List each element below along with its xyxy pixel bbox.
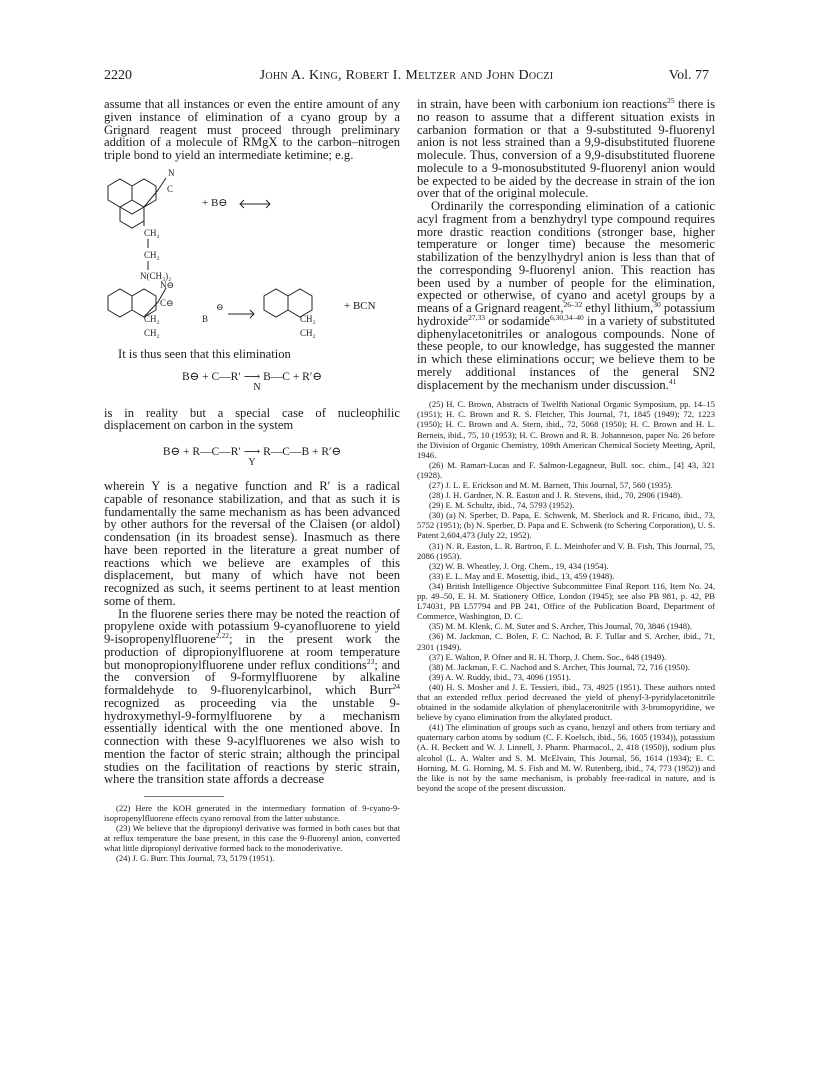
running-header xyxy=(104,68,709,88)
text: in a variety of substituted diphenylacetonitriles or analogous compounds. None of these people, to our knowledge, has suggested the manner in which these eliminations occur; we believe them to be merely additional instances of the general SN2 displacement by the mechanism under discussion. xyxy=(417,313,715,392)
footnote-rule xyxy=(144,796,224,797)
ref: 26–32 xyxy=(563,299,583,309)
text: ; in the present work the production of dipropionylfluorene at room temperature but monopropionylfluorene under reflux conditions xyxy=(104,632,400,672)
text: there is no reason to assume that a different situation exists in carbanion formation or that a 9-substituted 9-fluorenyl anion is not less strained than a 9,9-disubstituted fluorene molecule. Thus, conversion of a 9,9-disubstituted fluorene molecule to a 9-monosubstituted 9-fluorenyl anion would be expected to be aided by the decrease in strain of the ion over that of the original molecule. xyxy=(417,97,715,201)
footnote: (29) E. M. Schultz, ibid., 74, 5793 (1952). xyxy=(429,500,575,511)
spacer xyxy=(417,391,715,399)
ref: 25 xyxy=(667,95,675,105)
footnote: (41) The elimination of groups such as cyano, benzyl and others from tertiary and quaternary carbon atoms by sodium (C. F. Koelsch, ibid., 56, 1605 (1934)), potassium (A. H. Beckett and W. J. Linnell, J. Pharm. Pharmacol., 2, 418 (1950)), sodium plus alcohol (L. A. Walter and S. M. McElvain, This Journal, 56, 1614 (1934); E. C. Horning, M. G. Horning, M. S. Fish and M. W. Rutenberg, ibid., 74, 773 (1952)) and the like is not by the same mechanism, is probably free-radical in nature, and is beyond the scope of the present discussion. xyxy=(417,722,715,793)
footnote: (33) E. L. May and E. Mosettig, ibid., 13, 459 (1948). xyxy=(429,570,615,581)
fluorene-ring-top xyxy=(108,178,166,228)
paragraph xyxy=(417,95,715,201)
footnote: (27) J. L. E. Erickson and M. M. Barnett, This Journal, 57, 560 (1935). xyxy=(429,480,673,490)
scheme-nme2: N(CH₃)₂ xyxy=(140,270,172,281)
scheme-minus: ⊖ xyxy=(216,301,224,312)
footnote: (30) (a) N. Sperber, D. Papa, E. Schwenk, M. Sherlock and R. Fricano, ibid., 73, 5752 (1951); (b) N. Sperber, D. Papa and E. Schwenk (to Schering Corporation), U. S. Patent 2,604,473 (July 22, 1952). xyxy=(417,510,715,541)
equation-text: B⊖ + R—C—R′ ⟶ R—C—B + R′⊖ xyxy=(162,446,342,458)
volume-label: Vol. 77 xyxy=(668,68,709,83)
paragraph: assume that all instances or even the entire amount of any given instance of elimination of a cyano group by a Grignard reagent must proceed through preliminary addition of a molecule of RMgX to the carbon–nitrogen triple bond to yield an intermediate ketimine; e.g. xyxy=(104,97,400,162)
paragraph: wherein Y is a negative function and R′ is a radical capable of resonance stabilization, and that as such it is fundamentally the same mechanism as has been advanced by other authors for the reversal of the Claisen (or aldol) condensation (in its broadest sense). Inasmuch as there have been reported in the literature a great number of reactions which we believe are examples of this displacement, but many of which have not been recognized as such, it seems pertinent to at least mention some of them. xyxy=(104,479,400,608)
scheme-byproduct: + BCN xyxy=(344,299,376,312)
equilibrium-arrow xyxy=(240,200,270,208)
footnote: (28) J. H. Gardner, N. R. Easton and J. R. Stevens, ibid., 70, 2906 (1948). xyxy=(429,490,683,501)
footnote: (39) A. W. Ruddy, ibid., 73, 4096 (1951). xyxy=(429,671,571,682)
footnote: (35) M. M. Klenk, C. M. Suter and S. Archer, This Journal, 70, 3846 (1948). xyxy=(429,621,693,632)
text: recognized as proceeding via the unstable 9-hydroxymethyl-9-formylfluorene by a mechanism essentially identical with the one mentioned above. In connection with these 9-acylfluorenes we also wish to mention the factor of steric strain; although the principal studies on the facilitation of reactions by steric strain, where the transition state affords a decrease xyxy=(104,695,400,787)
fluorene-ring-intermediate xyxy=(108,288,166,317)
footnote: (32) W. B. Wheatley, J. Org. Chem., 19, 434 (1954). xyxy=(429,560,609,571)
text: in strain, have been with carbonium ion reactions xyxy=(417,97,668,111)
paragraph: It is thus seen that this elimination xyxy=(118,346,291,361)
paragraph: is in reality but a special case of nucleophilic displacement on carbon in the system xyxy=(104,405,400,433)
scheme-ch2: CH₂ xyxy=(300,313,316,324)
ref: 27,33 xyxy=(468,312,485,322)
scheme-base: + B⊖ xyxy=(202,196,228,209)
equation-subscript: N xyxy=(253,381,261,393)
footnote: (25) H. C. Brown, Abstracts of Twelfth National Organic Symposium, pp. 14–15 (1951); H. C. Brown and R. S. Fletcher, This Journal, 71, 1845 (1949); 72, 1223 (1950); H. C. Brown and A. Stern, ibid., 72, 5068 (1950); H. C. Brown and H. L. Berneis, ibid., 75, 10 (1953); H. C. Brown and R. B. Johanneson, paper No. 26 before the Division of Organic Chemistry, 109th American Chemical Society Meeting, April, 1946. xyxy=(417,399,715,460)
paragraph xyxy=(417,200,715,391)
text: ; and the conversion of 9-formylfluorene by alkaline formaldehyde to 9-fluorenylcarbinol, which Burr xyxy=(104,657,400,697)
text: ethyl lithium, xyxy=(582,301,654,315)
text: potassium hydroxide xyxy=(417,301,716,328)
footnotes-right xyxy=(417,399,715,793)
ref: 6,30,34–40 xyxy=(550,312,584,322)
equation-2 xyxy=(104,444,400,468)
text: In the fluorene series there may be noted the reaction of propylene oxide with potassium 9-cyanofluorene to yield 9-isopropenylfluorene xyxy=(104,606,400,646)
ref: 23 xyxy=(366,656,375,666)
text: or sodamide xyxy=(484,313,551,328)
equation-subscript: Y xyxy=(248,457,256,468)
footnote: (23) We believe that the dipropionyl derivative was formed in both cases but that at reflux temperature the base present, in this case the 9-fluorenyl anion, converted what little dipropionyl derivative formed back to the monoderivative. xyxy=(104,823,400,854)
scheme-ch2: CH₂ xyxy=(144,327,160,338)
scheme-c: C xyxy=(167,183,174,194)
page-number: 2220 xyxy=(104,68,132,83)
footnote: (24) J. G. Burr. This Journal, 73, 5179 (1951). xyxy=(116,853,275,864)
scheme-ch2: CH₂ xyxy=(144,249,160,260)
footnote: (22) Here the KOH generated in the intermediary formation of 9-cyano-9-isopropenylfluorene effects cyano removal from the latter substance. xyxy=(104,803,400,824)
scheme-n-minus: N⊖ xyxy=(160,279,175,290)
left-column xyxy=(104,98,400,864)
paragraph xyxy=(104,608,400,787)
footnote: (37) E. Walton, P. Ofner and R. H. Thorp, J. Chem. Soc., 648 (1949). xyxy=(429,651,667,662)
scheme-b: B xyxy=(202,313,209,324)
reaction-arrow xyxy=(228,310,254,318)
footnote: (26) M. Ramart-Lucas and F. Salmon-Legagneur, Bull. soc. chim., [4] 43, 321 (1928). xyxy=(417,459,715,480)
equation-1 xyxy=(104,369,400,393)
scheme-ch2: CH₂ xyxy=(144,227,160,238)
scheme-ch2: CH₂ xyxy=(300,327,316,338)
footnote: (31) N. R. Easton, L. R. Bartron, F. L. Meinhofer and V. B. Fish, This Journal, 75, 2086 (1953). xyxy=(417,540,715,561)
ref: 30 xyxy=(653,299,661,309)
footnote: (36) M. Jackman, C. Bolen, F. C. Nachod, B. F. Tullar and S. Archer, ibid., 71, 2301 (1949). xyxy=(417,631,715,652)
scheme-c-minus: C⊖ xyxy=(160,297,174,308)
scheme-n: N xyxy=(168,167,175,178)
scheme-ch2: CH₂ xyxy=(144,313,160,324)
footnote: (38) M. Jackman, F. C. Nachod and S. Archer, This Journal, 72, 716 (1950). xyxy=(429,661,690,672)
reaction-scheme xyxy=(104,164,400,340)
running-authors: John A. King, Robert I. Meltzer and John Doczi xyxy=(259,68,554,83)
text: Ordinarily the corresponding elimination of a cationic acyl fragment from a benzhydryl type compound requires more drastic reaction conditions (stronger base, higher temperature or longer time) because the mesomeric stabilization of the benzylhydryl anion is less than that of the corresponding 9-fluorenyl anion. This reaction has been used by a number of people for the elimination, expected or otherwise, of cyano and acetyl groups by a means of a Grignard reagent, xyxy=(417,199,715,315)
ref: 41 xyxy=(668,376,677,386)
ref: 24 xyxy=(392,681,400,691)
fluorene-ring-product xyxy=(264,289,312,317)
footnote: (34) British Intelligence Objective Subcommittee Final Report 116, Item No. 24, pp. 49–50, E. H. M. Stationery Office, London (1945); see also PB 981, p. 42, PB L74031, PB L57794 and PB 241, Office of the Publication Board, Department of Commerce, Washington, D. C. xyxy=(417,580,715,622)
right-column xyxy=(417,95,716,793)
equation-text: B⊖ + C—R′ ⟶ B—C + R′⊖ xyxy=(181,370,323,383)
footnote: (40) H. S. Mosher and J. E. Tessieri, ibid., 73, 4925 (1951). These authors noted that an extended reflux period decreased the yield of phenyl-3-pyridylacetonitrile obtained in the sodamide alkylation of phenylacetonitrile with 3-bromopyridine, we believe by cyano elimination from the alkylated product. xyxy=(417,681,715,723)
ref: 2,22 xyxy=(215,630,230,640)
